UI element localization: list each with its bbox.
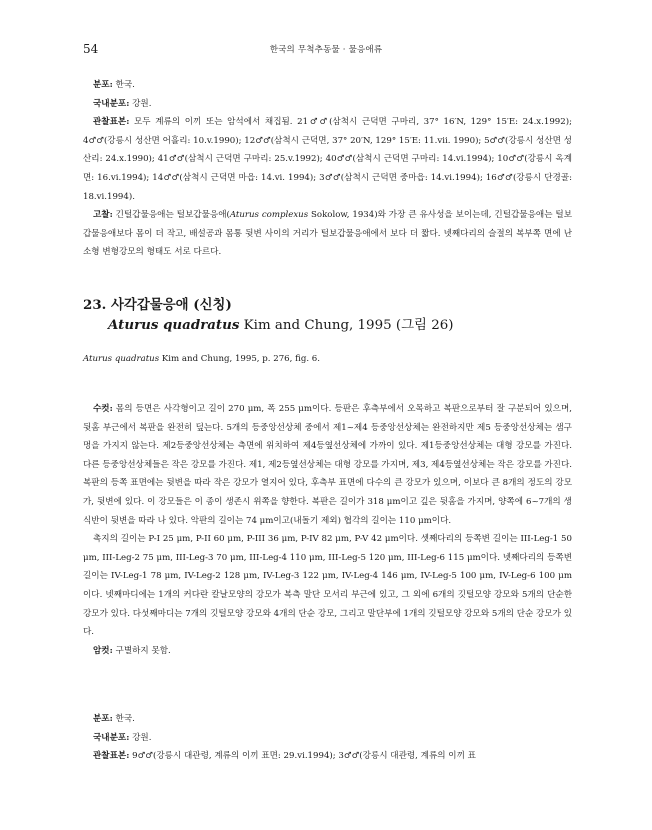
- species-scientific-heading: [108, 316, 454, 335]
- citation-rest: Kim and Chung, 1995, p. 276, fig. 6.: [159, 354, 321, 364]
- distribution-line: [83, 76, 572, 95]
- scientific-name: Aturus quadratus: [108, 317, 240, 333]
- domestic-distribution-line-2: [83, 729, 572, 748]
- current-species-records: [83, 710, 572, 766]
- distribution-line-2: [83, 710, 572, 729]
- remarks-text-pre: 긴털갑물응애는 털보갑물응애(: [112, 210, 230, 221]
- previous-species-section: [83, 76, 572, 262]
- domestic-distribution-label: 국내분포:: [93, 98, 130, 109]
- examined-specimens-text-2: 9♂♂(강릉시 대관령, 계류의 이끼 표면: 29.vi.1994); 3♂♂(강릉시 대관령, 계류의 이끼 표: [129, 751, 476, 762]
- examined-specimens-text: 모두 계류의 이끼 또는 암석에서 채집됨. 21♂♂(삼척시 근덕면 구마리, 37° 16′N, 129° 15′E: 24.x.1992); 4♂♂(강릉시 성산면 어흘리: 10.v.1990); 12♂♂(삼척시 근덕면, 37° 20′N, 129° 15′E: 11.vii. 1990); 5♂♂(강릉시 성산면 성산리: 24.x.1990); 41♂♂(삼척시 근덕면 구마리: 25.v.1992); 40♂♂(삼척시 근덕면 구마리: 14.vi.1994); 10♂♂(강릉시 옥계면: 16.vi.1994); 14♂♂(삼척시 근덕면 마읍: 14.vi. 1994); 3♂♂(삼척시 근덕면 중마읍: 14.vi.1994); 16♂♂(강릉시 단경골: 18.vi.1994).: [83, 117, 572, 202]
- male-paragraph-2: 촉지의 길이는 P-I 25 μm, P-II 60 μm, P-III 36 μm, P-IV 82 μm, P-V 42 μm이다. 셋째다리의 등쪽변 길이는 III-Leg-1 50 μm, III-Leg-2 75 μm, III-Leg-3 70 μm, III-Leg-4 110 μm, III-Leg-5 120 μm, III-Leg-6 115 μm이다. 넷째다리의 등쪽변 길이는 IV-Leg-1 78 μm, IV-Leg-2 128 μm, IV-Leg-3 122 μm, IV-Leg-4 146 μm, IV-Leg-5 100 μm, IV-Leg-6 100 μm이다. 넷째마디에는 1개의 커다란 칼날모양의 강모가 복측 말단 모서리 부근에 있고, 그 외에 6개의 깃털모양 강모와 5개의 단순한 강모가 있다. 다섯째마디는 7개의 깃털모양 강모와 4개의 단순 강모, 그리고 말단부에 1개의 깃털모양 강모와 5개의 단순 강모가 있다.: [83, 534, 572, 638]
- figure-reference: (그림 26): [395, 318, 454, 333]
- running-title: 한국의 무척추동물 · 물응애류: [269, 45, 383, 55]
- citation: [83, 354, 320, 364]
- female-line: [83, 642, 572, 661]
- examined-specimens-paragraph: [83, 113, 572, 206]
- distribution-label-2: 분포:: [93, 714, 113, 724]
- domestic-distribution-value-2: 강원.: [129, 732, 152, 743]
- authority: Kim and Chung, 1995: [239, 318, 396, 333]
- male-label: 수컷:: [93, 404, 113, 414]
- examined-specimens-label-2: 관찰표본:: [93, 751, 130, 762]
- domestic-distribution-line: [83, 95, 572, 114]
- remarks-species-name: Aturus complexus: [229, 210, 309, 221]
- male-description: [83, 400, 572, 660]
- male-text-1: 몸의 등면은 사각형이고 길이 270 μm, 폭 255 μm이다. 등판은 후측부에서 오목하고 복판으로부터 잘 구분되어 있으며, 뒷홈 부근에서 복판을 완전히 덮는다. 5개의 등중앙선상체 중에서 제1~제4 등중앙선상체는 완전하지만 제5 등중앙선상체는 샘구멍을 가지지 않는다. 제2등중앙선상체는 측면에 위치하여 제4등옆선상체에 가까이 있다. 제1등중앙선상체는 대형 강모를 가진다. 다른 등중앙선상체들은 작은 강모를 가진다. 제1, 제2등옆선상체는 대형 강모를 가지며, 제3, 제4등옆선상체는 작은 강모를 가진다. 복판의 등쪽 표면에는 뒷변을 따라 작은 강모가 열지어 있다, 후측부 표면에 다수의 큰 강모가 있으며, 이보다 큰 8개의 정도의 강모가, 뒷변에 있다. 이 강모들은 이 종이 생존시 위쪽을 향한다. 복판은 길이가 318 μm이고 깊은 뒷홈을 가지며, 양쪽에 6~7개의 생식반이 뒷변을 따라 나 있다. 악판의 길이는 74 μm이고(내돌기 제외) 협각의 길이는 110 μm이다.: [83, 404, 572, 526]
- female-label: 암컷:: [93, 645, 113, 656]
- distribution-value-2: 한국.: [112, 714, 135, 724]
- male-paragraph-1: [83, 400, 572, 530]
- page-number: 54: [83, 42, 99, 56]
- female-value: 구별하지 못함.: [112, 645, 171, 656]
- examined-specimens-line-2: [83, 747, 572, 766]
- remarks-label: 고찰:: [93, 210, 113, 221]
- remarks-paragraph: [83, 206, 572, 262]
- distribution-value: 한국.: [112, 80, 135, 90]
- domestic-distribution-value: 강원.: [129, 98, 152, 109]
- remarks-text-post: Sokolow, 1934)와 가장 큰 유사성을 보이는데, 긴털갑물응애는 털보갑물응애보다 몸이 더 작고, 배설공과 몸통 뒷변 사이의 거리가 털보갑물응애에서 보다 더 짧다. 넷째다리의 슬절의 복부쪽 면에 난 소형 변형강모의 형태도 서로 다르다.: [83, 210, 573, 258]
- citation-species: Aturus quadratus: [83, 354, 160, 364]
- examined-specimens-label: 관찰표본:: [93, 117, 130, 128]
- species-heading: 23. 사각갑물응애 (신칭): [83, 297, 232, 313]
- domestic-distribution-label-2: 국내분포:: [93, 732, 130, 743]
- distribution-label: 분포:: [93, 80, 113, 90]
